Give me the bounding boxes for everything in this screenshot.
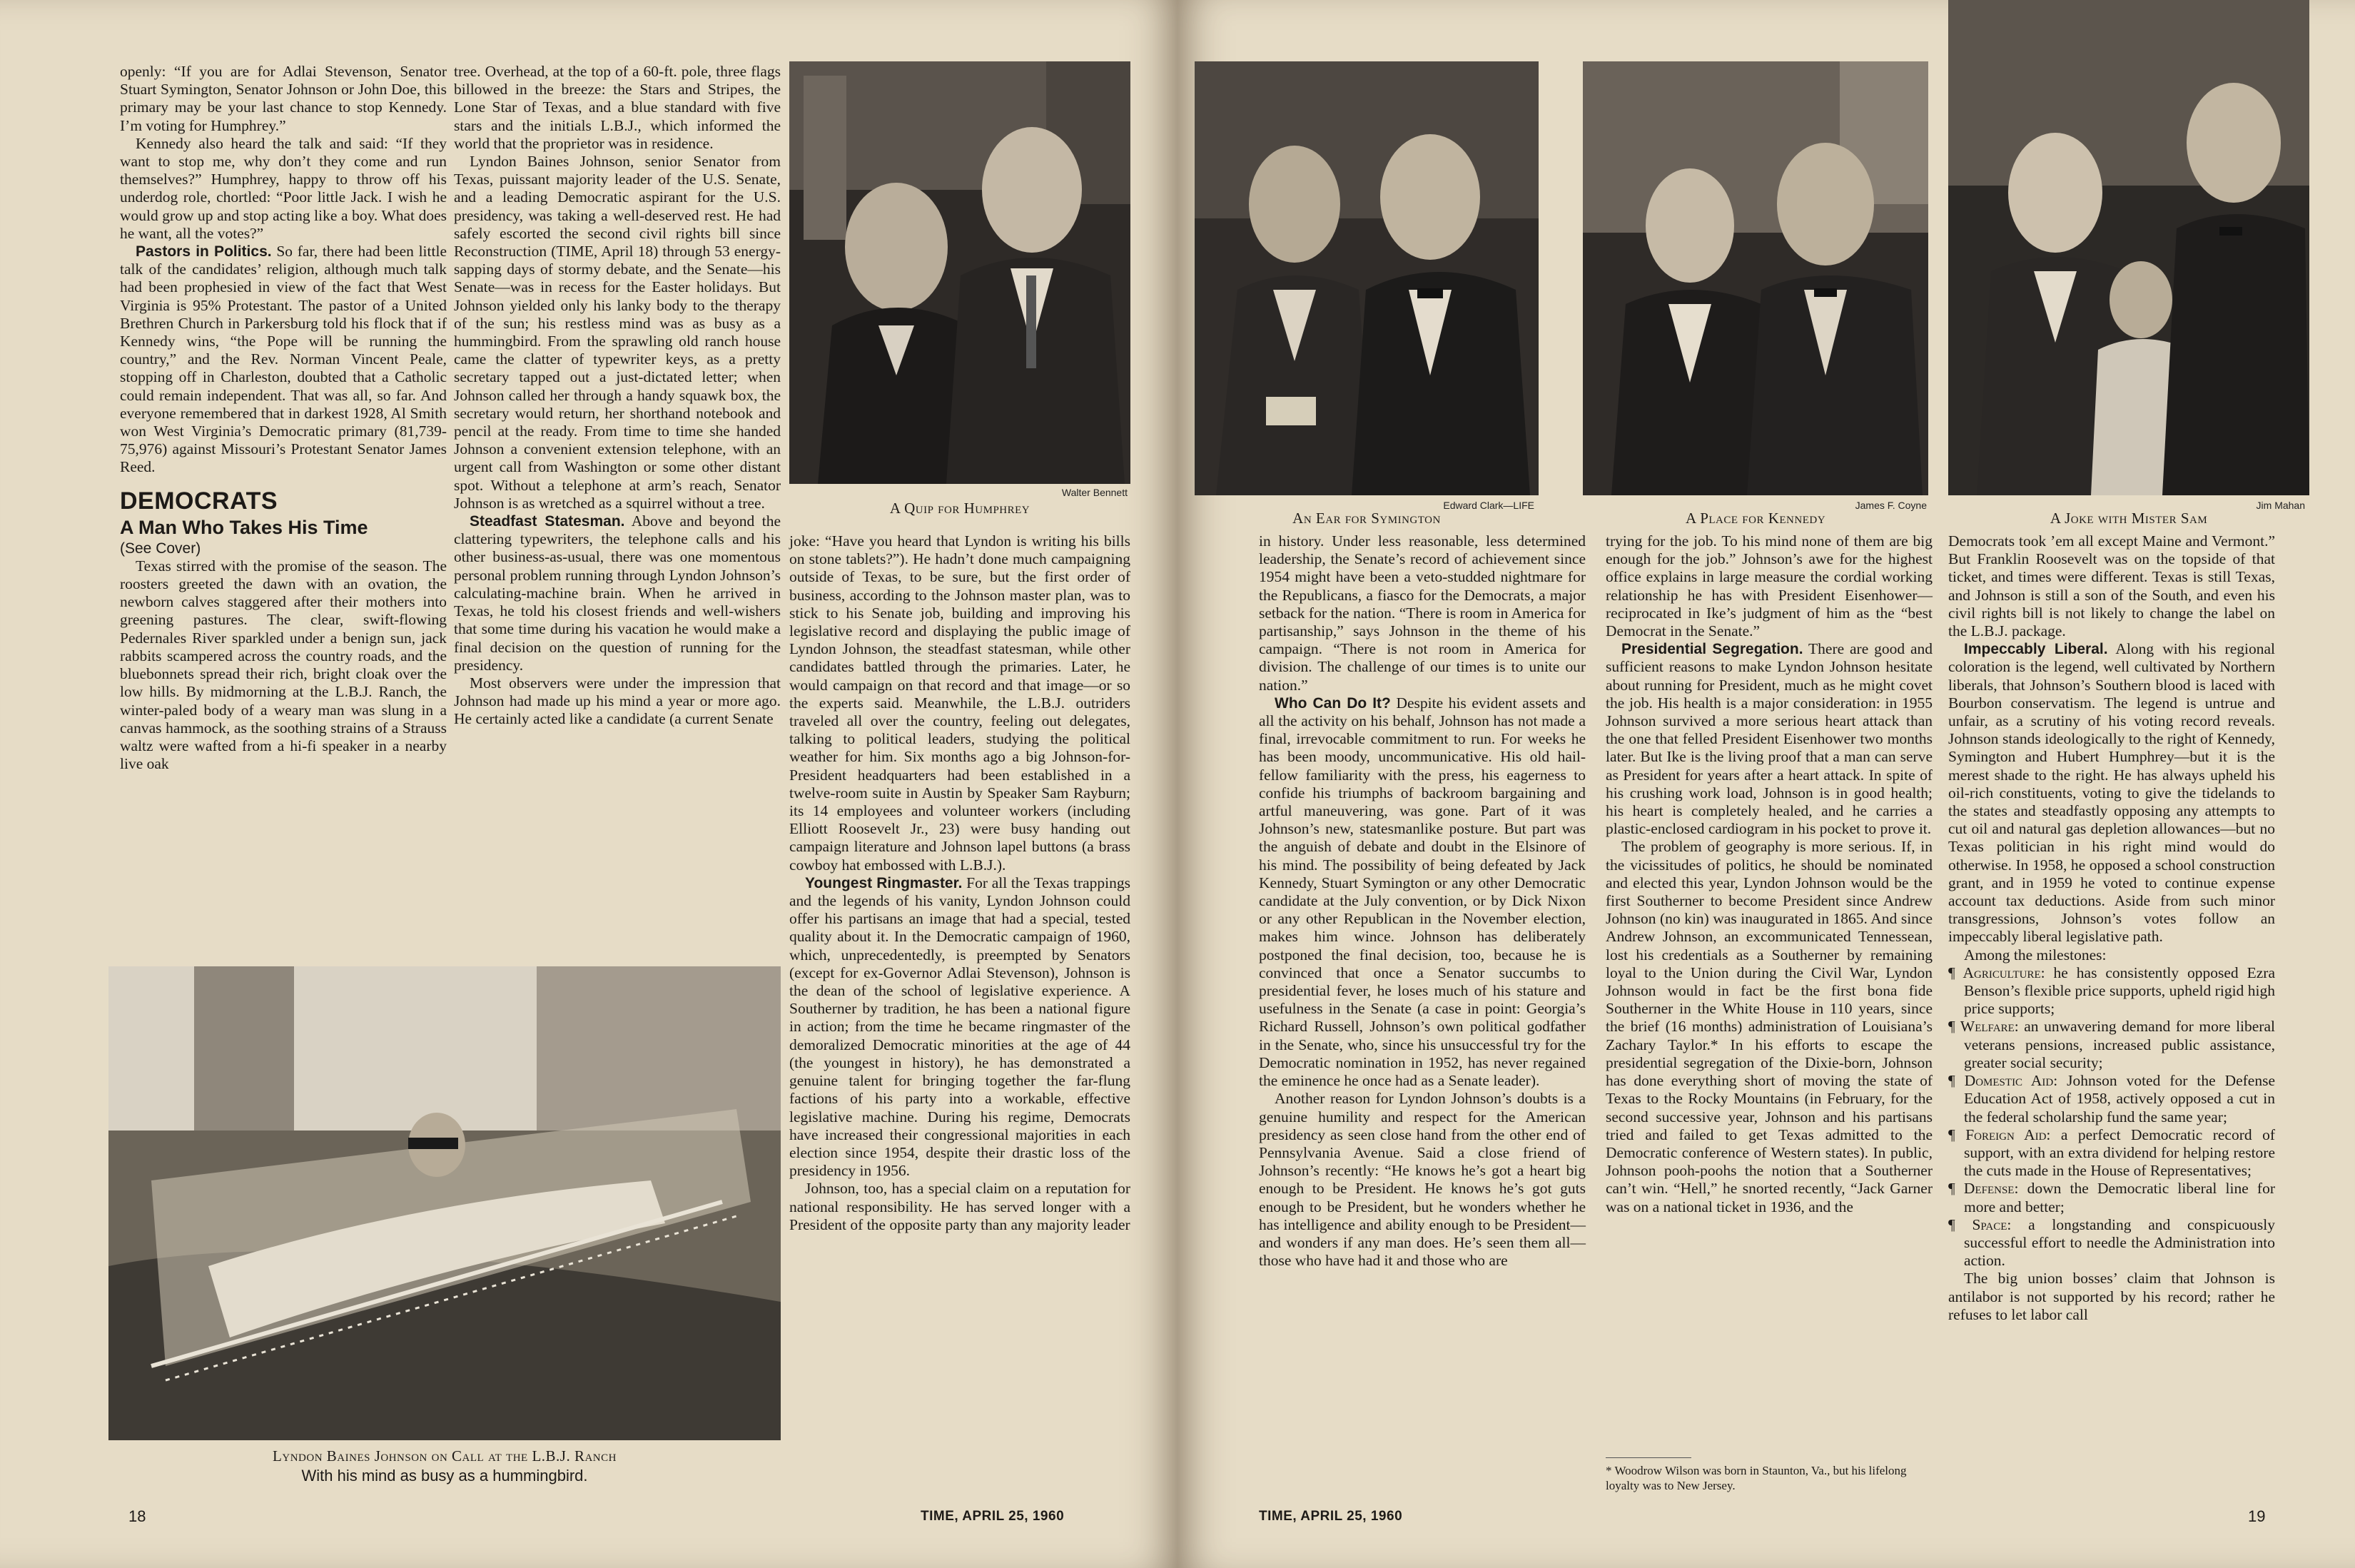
article-headline: A Man Who Takes His Time [120, 516, 368, 538]
photo-caption: A Place for Kennedy [1685, 510, 1826, 527]
paragraph: Johnson, too, has a special claim on a reputation for national responsibility. He has served longer with a President of the opposite party than any majority leader [789, 1180, 1130, 1233]
footnote-rule [1606, 1457, 1691, 1458]
paragraph: Democrats took ’em all except Maine and Vermont.” But Franklin Roosevelt was on the topside of that ticket, and times were different. Texas is still Texas, and Johnson is still a son of the South, and even his civil rights bill is not likely to change the label on the L.B.J. package. [1948, 532, 2275, 640]
paragraph: Lyndon Baines Johnson, senior Senator from Texas, puissant majority leader of the U.S. Senate, and a leading Democratic aspirant for the U.S. presidency, was taking a well-deserved rest. He had safely escorted the second civil rights bill since Reconstruction (TIME, April 18) through 53 energy-sapping days of stormy debate, and the Senate—his Senate—was in recess for the Easter holidays. But Johnson yielded only his lanky body to the therapy of the sun; his restless mind was as busy as a hummingbird. From the sprawling old ranch house came the clatter of typewriter keys, as a pretty secretary tapped out a just-dictated letter; when Johnson called her through a handy squawk box, the secretary would return, her shorthand notebook and pencil at the ready. From time to time she handed Johnson a convenient extension telephone, with an urgent call from Washington or some other distant spot. Without a telephone at arm’s reach, Senator Johnson is as wretched as a squirrel without a tree. [454, 153, 781, 512]
milestone-label: ¶ Defense: [1948, 1180, 2019, 1198]
subhead: Youngest Ringmaster. [805, 874, 963, 891]
milestone-text: a perfect Democratic record of support, with an extra dividend for helping restore the cuts made in the House of Representatives; [1964, 1126, 2275, 1180]
photo-place-for-kennedy [1583, 61, 1928, 495]
page-number: 19 [2248, 1507, 2266, 1525]
right-column-2 [1606, 532, 1933, 1216]
subhead: Presidential Segregation. [1621, 641, 1803, 658]
milestone-label: ¶ Welfare: [1948, 1018, 2019, 1036]
photo-credit: James F. Coyne [1855, 500, 1927, 511]
paragraph-text: So far, there had been little talk of the candidates’ religion, although much talk had been prophesied in view of the fact that West Virginia is 95% Protestant. The pastor of a United Brethren Church in Parkersburg told his flock that if Kennedy wins, “the Pope will be running the country,” and the Rev. Norman Vincent Peale, stopping off in Charleston, doubted that a Catholic could remain independent. That was all, so far. And everyone remembered that in darkest 1928, Al Smith won West Virginia’s Democratic primary (81,739-75,976) against Missouri’s Protestant Senator James Reed. [120, 243, 447, 476]
photo-joke-with-mister-sam [1948, 0, 2309, 495]
photo-quip-for-humphrey [789, 61, 1130, 484]
right-column-1 [1259, 532, 1586, 1270]
paragraph: joke: “Have you heard that Lyndon is writing his bills on stone tablets?”). He hadn’t done much campaigning outside of Texas, to be sure, but the first order of business, according to the Johnson master plan, was to stick to his Senate job, building and improving his legislative record and displaying the public image of Lyndon Johnson, the steadfast statesman, while other candidates battled through the primaries. Later, he would campaign on that record and that image—or so the experts said. Meanwhile, the L.B.J. outriders traveled all over the country, feeling out delegates, talking to political leaders, studying the political weather for him. Six months ago a big Johnson-for-President headquarters had been established in a twelve-room suite in Austin by Speaker Sam Rayburn; its 14 employees and volunteer workers (including Elliott Roosevelt Jr., 23) were busy handing out campaign literature and Johnson lapel buttons (a brass cowboy hat embossed with L.B.J.). [789, 532, 1130, 874]
left-column-3 [789, 532, 1130, 1234]
paragraph: Kennedy also heard the talk and said: “If they want to stop me, why don’t they come and run themselves?” Humphrey, happy to throw off his underdog role, chortled: “Poor little Jack. I wish he would grow up and stop acting like a boy. What does he want, all the votes?” [120, 134, 447, 242]
paragraph: in history. Under less reasonable, less determined leadership, the Senate’s record of achievement since 1954 might have been a veto-studded nightmare for the Republicans, a fiasco for the Democrats, a major setback for the nation. “There is room in America for partisanship,” says Johnson in the theme of his campaign. “There is not room in America for division. The challenge of our times is to unite our nation.” [1259, 532, 1586, 694]
milestone-text: he has consistently opposed Ezra Benson’s flexible price supports, upheld rigid high price supports; [1964, 963, 2275, 1018]
paragraph [789, 874, 1130, 1180]
photo-caption: A Quip for Humphrey [889, 500, 1030, 517]
paragraph: Most observers were under the impression that Johnson had made up his mind a year or more ago. He certainly acted like a candidate (a current Senate [454, 674, 781, 728]
see-cover-note: (See Cover) [120, 540, 201, 557]
left-column-1 [120, 63, 447, 773]
photo-subcaption: With his mind as busy as a hummingbird. [301, 1467, 588, 1484]
paragraph [1259, 694, 1586, 1090]
paragraph: The big union bosses’ claim that Johnson is antilabor is not supported by his record; rather he refuses to let labor call [1948, 1270, 2275, 1323]
paragraph [1948, 640, 2275, 946]
paragraph: tree. Overhead, at the top of a 60-ft. pole, three flags billowed in the breeze: the Stars and Stripes, the Lone Star of Texas, and a blue standard with five stars and the initials L.B.J., which informed the world that the proprietor was in residence. [454, 63, 781, 152]
paragraph-text: For all the Texas trappings and the legends of his vanity, Lyndon Johnson could offer his partisans an image that had a special, tested quality about it. In the Democratic campaign of 1960, which, unprecedentedly, is preempted by Senators (except for ex-Governor Adlai Stevenson), Johnson is the dean of the school of legislative experience. A Southerner by tradition, he has been a national figure in action; from the time he became ringmaster of the demoralized Democratic minorities at the age of 44 (the youngest in history), he has demonstrated a genuine talent for bringing together the far-flung factions of his party into a workable, effective legislative machine. During his regime, Democrats have increased their congressional majorities in each election since 1954, despite their drastic loss of the presidency in 1956. [789, 874, 1130, 1180]
paragraph-text: Above and beyond the clattering typewriters, the telephone calls and his other business-as-usual, there was one momentous personal problem running through Lyndon Johnson’s calculating-machine brain. When he arrived in Texas, he told his closest friends and well-wishers that some time during his vacation he would make a final decision on the question of running for the presidency. [454, 512, 781, 674]
photo-credit: Walter Bennett [1061, 487, 1128, 498]
right-page [1178, 0, 2355, 1568]
left-column-2 [454, 63, 781, 729]
photo-ear-for-symington [1195, 61, 1539, 495]
paragraph: trying for the job. To his mind none of them are big enough for the job.” Johnson’s awe for the highest office explains in large measure the cordial working relationship he has with President Eisenhower—reciprocated in Ike’s judgment of him as the “best Democrat in the Senate.” [1606, 532, 1933, 640]
paragraph: Texas stirred with the promise of the season. The roosters greeted the dawn with an ovation, the newborn calves staggered after their mothers into greening pastures. The clear, swift-flowing Pedernales River sparkled under a benign sun, jack rabbits scampered across the country roads, and the bluebonnets spread their rich, bright cloak over the low hills. By midmorning at the L.B.J. Ranch, the winter-paled body of a weary man was slung in a canvas hammock, as the soothing strains of a Strauss waltz were wafted from a hi-fi speaker in a nearby live oak [120, 557, 447, 773]
photo-hammock-ranch [108, 966, 781, 1440]
milestone-label: ¶ Agriculture: [1948, 963, 2045, 981]
photo-caption: A Joke with Mister Sam [2050, 510, 2208, 527]
paragraph [120, 243, 447, 477]
milestone-text: Johnson voted for the Defense Education Act of 1958, actively opposed a cut in the federal scholarship fund the same year; [1964, 1072, 2275, 1126]
photo-caption: Lyndon Baines Johnson on Call at the L.B.J. Ranch [273, 1447, 617, 1465]
photo-credit: Edward Clark—LIFE [1443, 500, 1534, 511]
milestone-text: an unwavering demand for more liberal veterans pensions, increased public assistance, greater social security; [1964, 1018, 2275, 1071]
section-title: DEMOCRATS [120, 487, 278, 515]
photo-credit: Jim Mahan [2256, 500, 2305, 511]
paragraph-text: Along with his regional coloration is the legend, well cultivated by Northern liberals, that Johnson’s Southern blood is laced with Bourbon conservatism. The legend is untrue and unfair, as a scrutiny of his voting record reveals. Johnson stands ideologically to the right of Kennedy, Symington and Hubert Humphrey—but it is the merest shade to the right. He has always upheld his oil-rich constituents, voting to give the tidelands to the states and steadfastly opposing any attempts to cut oil and natural gas depletion allowances—but no Texas politician in his right mind would do otherwise. In 1958, he opposed a school construction grant, and in 1959 he voted to continue expense account tax deductions. Aside from such minor transgressions, Johnson’s votes follow an impeccably liberal legislative path. [1948, 640, 2275, 946]
subhead: Pastors in Politics. [136, 243, 272, 261]
milestone-text: down the Democratic liberal line for more and better; [1964, 1180, 2275, 1215]
subhead: Impeccably Liberal. [1964, 641, 2108, 658]
milestone-label: ¶ Space: [1948, 1215, 2012, 1233]
paragraph: The problem of geography is more serious. If, in the vicissitudes of politics, he should be nominated and elected this year, Lyndon Johnson would be the first Southerner to become President since Andrew Johnson (no kin) was inaugurated in 1865. And since Andrew Johnson, an excommunicated Tennessean, lost his credentials as a Southerner by remaining loyal to the Union during the Civil War, Lyndon Johnson would in fact be the first bona fide Southerner in the White House in 110 years, since the brief (16 months) administration of Louisiana’s Zachary Taylor.* In his efforts to escape the presidential segregation of the Dixie-born, Johnson has done everything short of moving the state of Texas to the Rocky Mountains (in February, for the second successive year, Johnson and his partisans tried and failed to get Texas admitted to the Democratic conference of Western states). In public, Johnson pooh-poohs the notion that a Southerner can’t win. “Hell,” he snorted recently, “Jack Garner was on a national ticket in 1936, and the [1606, 838, 1933, 1215]
milestone-text: a longstanding and conspicuously successful effort to needle the Administration into action. [1964, 1215, 2275, 1270]
paragraph [1606, 640, 1933, 838]
paragraph: Another reason for Lyndon Johnson’s doubts is a genuine humility and respect for the American presidency as seen close hand from the other end of Pennsylvania Avenue. Said a close friend of Johnson’s recently: “He knows he’s got a heart big enough to be President. He knows he’s got guts enough to be President, but he wonders whether he has intelligence and ability enough to be President—and wonders if any man does. He’s seen them all—those who have had it and those who are [1259, 1090, 1586, 1270]
paragraph: openly: “If you are for Adlai Stevenson, Senator Stuart Symington, Senator Johnson or John Doe, this primary may be your last chance to stop Kennedy. I’m voting for Humphrey.” [120, 63, 447, 134]
milestone-label: ¶ Domestic Aid: [1948, 1072, 2058, 1090]
milestone-item [1948, 1180, 2275, 1215]
footnote: * Woodrow Wilson was born in Staunton, Va., but his lifelong loyalty was to New Jersey. [1606, 1464, 1907, 1492]
milestone-item [1948, 1216, 2275, 1270]
photo-caption: An Ear for Symington [1292, 510, 1441, 527]
milestone-label: ¶ Foreign Aid: [1948, 1126, 2051, 1143]
milestone-item [1948, 1018, 2275, 1072]
page-footer: TIME, APRIL 25, 1960 [1259, 1509, 1403, 1524]
paragraph-text: Despite his evident assets and all the activity on his behalf, Johnson has not made a final, irrevocable commitment to run. For weeks he has been moody, uncommunicative. His old hail-fellow familiarity with the press, his eagerness to confide his triumphs of backroom bargaining and artful maneuvering, was gone. Part of it was Johnson’s new, statesmanlike posture. But part was the anguish of debate and doubt in the Elsinore of his mind. The possibility of being defeated by Jack Kennedy, Stuart Symington or any other Democratic candidate at the July convention, or by Dick Nixon or any other Republican in the November election, makes him wince. Johnson has deliberately postponed the final decision, too, because he is convinced that once a Senator succumbs to presidential fever, he loses much of his stature and usefulness in the Senate (a case in point: Georgia’s Richard Russell, Johnson’s own political godfather in the Senate, who, since his unsuccessful try for the Democratic nomination in 1952, has never regained the eminence he once had as a Senate leader). [1259, 694, 1586, 1090]
page-footer: TIME, APRIL 25, 1960 [921, 1509, 1065, 1524]
right-column-3 [1948, 532, 2275, 1324]
paragraph [454, 512, 781, 674]
milestone-item [1948, 1126, 2275, 1180]
page-number: 18 [128, 1507, 146, 1525]
paragraph: Among the milestones: [1964, 946, 2107, 963]
paragraph-text: There are good and sufficient reasons to make Lyndon Johnson hesitate about running for President, much as he might covet the job. His health is a major consideration: in 1955 Johnson survived a more serious heart attack than the one that felled President Eisenhower two months later. But Ike is the living proof that a man can serve as President for years after a heart attack. In spite of his crushing work load, Johnson is in good health; his heart is completely healed, and he carries a plastic-enclosed cardiogram in his pocket to prove it. [1606, 640, 1933, 838]
subhead: Steadfast Statesman. [470, 513, 625, 530]
milestones-list [1948, 964, 2275, 1270]
subhead: Who Can Do It? [1275, 694, 1391, 712]
milestone-item [1948, 1072, 2275, 1126]
milestone-item [1948, 964, 2275, 1018]
